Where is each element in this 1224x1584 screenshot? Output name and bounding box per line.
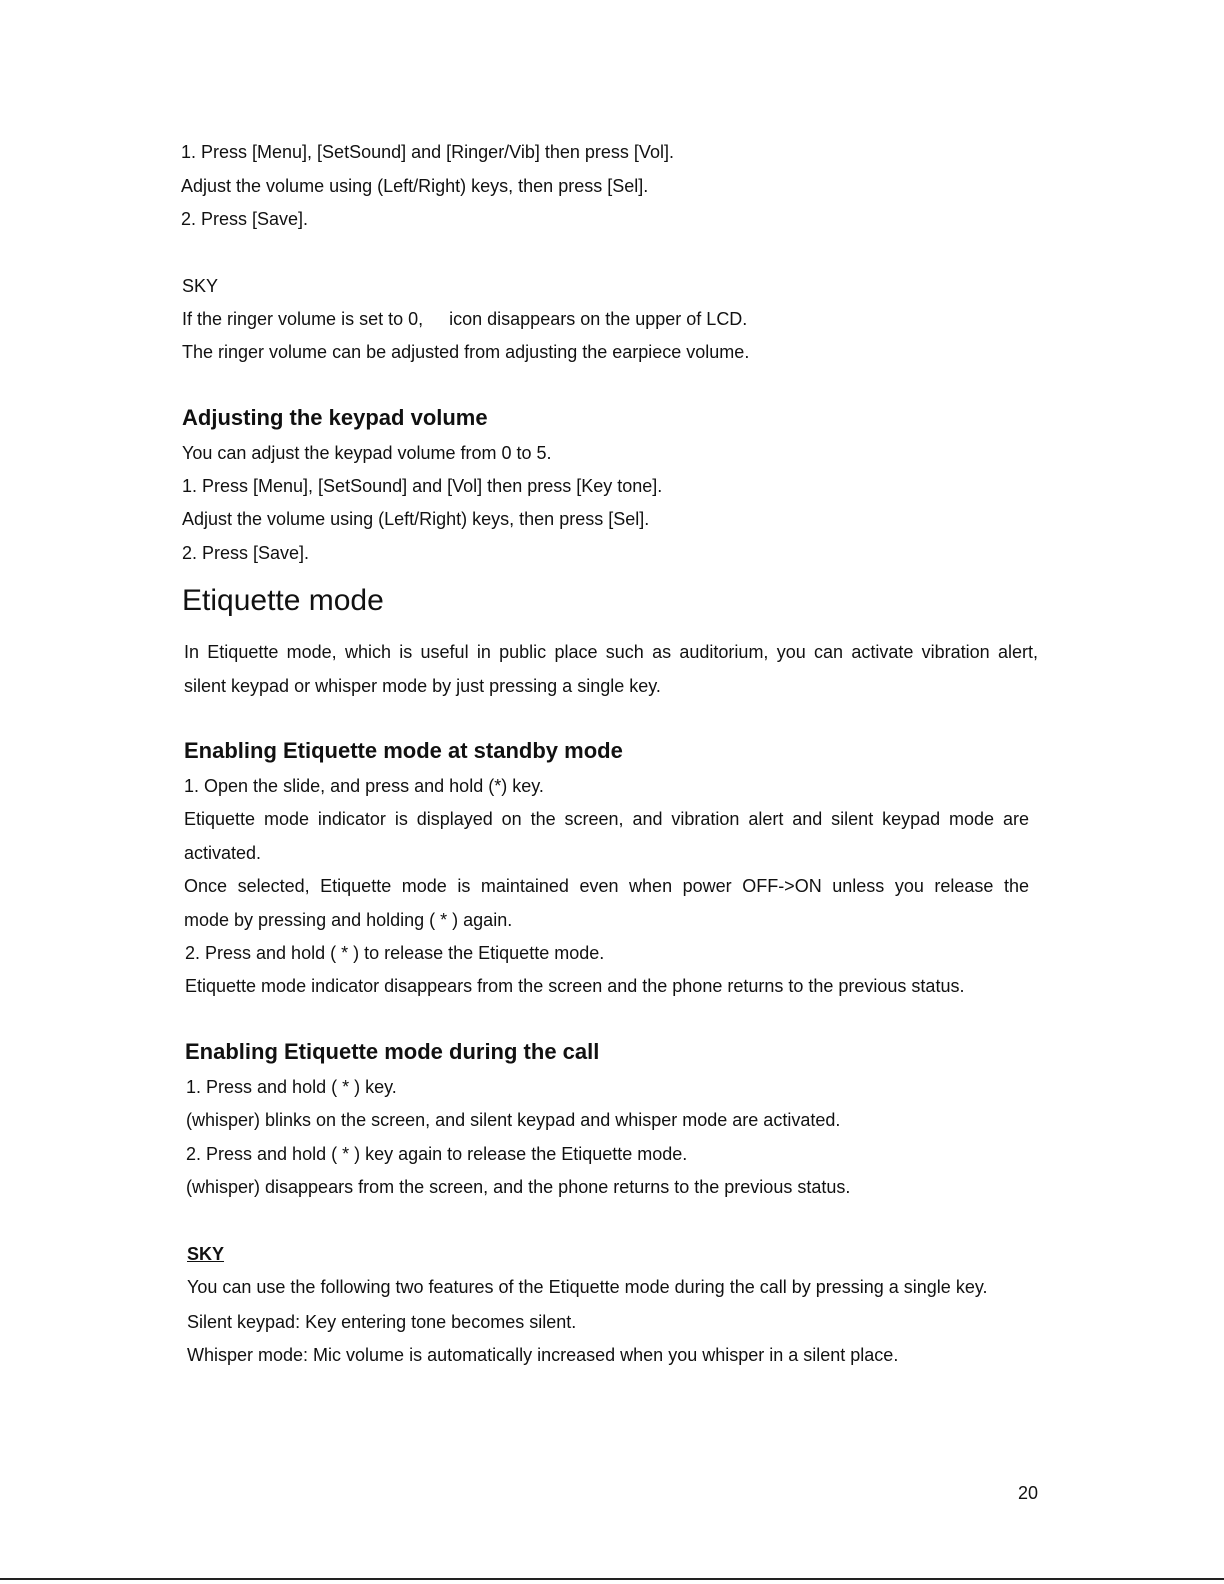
keypad-step-1: 1. Press [Menu], [SetSound] and [Vol] then press [Key tone].: [182, 476, 663, 496]
keypad-volume-range: You can adjust the keypad volume from 0 to 5.: [182, 443, 552, 463]
sky-features-intro: You can use the following two features of the Etiquette mode during the call by pressing a single key.: [187, 1277, 988, 1297]
keypad-volume-heading: Adjusting the keypad volume: [182, 405, 488, 430]
standby-para-3: Etiquette mode indicator disappears from the screen and the phone returns to the previous status.: [185, 976, 965, 996]
standby-step-1: 1. Open the slide, and press and hold (*) key.: [184, 776, 544, 796]
page-number: 20: [1018, 1483, 1039, 1503]
call-step-1: 1. Press and hold ( * ) key.: [186, 1077, 397, 1097]
ringer-note-line-2: The ringer volume can be adjusted from adjusting the earpiece volume.: [182, 342, 750, 362]
etiquette-intro-line-2: silent keypad or whisper mode by just pressing a single key.: [184, 676, 661, 696]
keypad-adjust-line: Adjust the volume using (Left/Right) keys, then press [Sel].: [182, 509, 650, 529]
call-heading: Enabling Etiquette mode during the call: [185, 1039, 600, 1064]
ringer-note-text-after: icon disappears on the upper of LCD.: [449, 309, 748, 329]
ringer-step-2: 2. Press [Save].: [181, 209, 309, 229]
etiquette-intro-line-1: In Etiquette mode, which is useful in public place such as auditorium, you can activate vibration alert,: [184, 642, 1038, 662]
standby-heading: Enabling Etiquette mode at standby mode: [184, 738, 623, 763]
sky-label: SKY: [187, 1244, 225, 1264]
call-whisper-blinks: (whisper) blinks on the screen, and silent keypad and whisper mode are activated.: [186, 1110, 841, 1130]
standby-para-1-line-1: Etiquette mode indicator is displayed on the screen, and vibration alert and silent keypad mode are: [184, 809, 1029, 829]
standby-step-2: 2. Press and hold ( * ) to release the Etiquette mode.: [185, 943, 605, 963]
ringer-step-1: 1. Press [Menu], [SetSound] and [Ringer/Vib] then press [Vol].: [181, 142, 674, 162]
ringer-adjust-line: Adjust the volume using (Left/Right) keys, then press [Sel].: [181, 176, 649, 196]
ringer-note-line-1: [182, 308, 747, 330]
standby-para-2-line-1: Once selected, Etiquette mode is maintained even when power OFF->ON unless you release the: [184, 876, 1029, 896]
etiquette-mode-title: Etiquette mode: [182, 584, 384, 617]
keypad-step-2: 2. Press [Save].: [182, 543, 310, 563]
standby-para-2-line-2: mode by pressing and holding ( * ) again.: [184, 910, 513, 930]
sky-silent-keypad: Silent keypad: Key entering tone becomes silent.: [187, 1312, 577, 1332]
call-step-2: 2. Press and hold ( * ) key again to release the Etiquette mode.: [186, 1144, 688, 1164]
standby-para-1-line-2: activated.: [184, 843, 262, 863]
call-whisper-disappears: (whisper) disappears from the screen, and the phone returns to the previous status.: [186, 1177, 851, 1197]
ringer-note-label: SKY: [182, 276, 219, 296]
bottom-edge-rule: [0, 1578, 1224, 1580]
sky-whisper-mode: Whisper mode: Mic volume is automatically increased when you whisper in a silent place.: [187, 1345, 899, 1365]
ringer-note-text-before: If the ringer volume is set to 0,: [182, 309, 424, 329]
